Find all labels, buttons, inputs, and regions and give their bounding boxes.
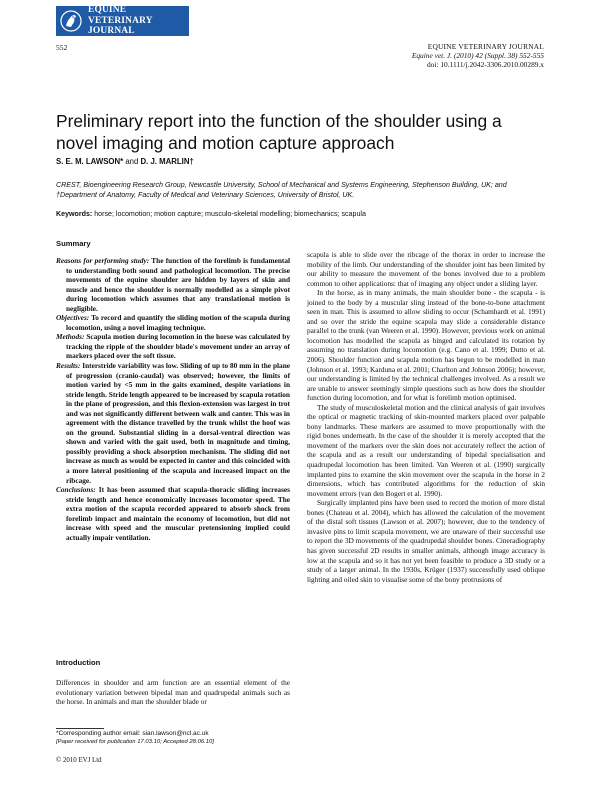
- summary-item: [56, 256, 290, 313]
- summary-label: Results:: [56, 361, 81, 371]
- logo-line2: JOURNAL: [88, 26, 135, 37]
- keywords-list: horse; locomotion; motion capture; musculo-skeletal modelling; biomechanics; scapula: [92, 210, 366, 218]
- summary-label: Methods:: [56, 332, 85, 342]
- summary-item: [56, 361, 290, 485]
- journal-logo: [56, 6, 189, 36]
- journal-meta: [412, 42, 544, 70]
- horse-emblem-icon: [60, 10, 82, 32]
- summary-label: Objectives:: [56, 313, 90, 323]
- received-dates: [Paper received for publication 17.03.10; Accepted 28.06.10]: [56, 739, 214, 746]
- footnote: [56, 730, 214, 747]
- summary-label: Conclusions:: [56, 485, 96, 495]
- summary-item: [56, 485, 290, 542]
- copyright: © 2010 EVJ Ltd: [56, 757, 102, 764]
- body-paragraph-3: The study of musculoskeletal motion and the clinical analysis of gait involves the optical or magnetic tracking of skin-mounted markers placed over palpable bony landmarks. These markers are assumed to move proportionally with the rigid bones underneath. In the case of the shoulder it is merely accepted that the movement of the markers over the skin does not accurately reflect the action of the scapula and as a result our understanding of bipedal specialisation and quadrupedal locomotion has been limited. Van Weeren et al. (1990) surgically implanted pins to examine the skin movement over the scapula in the horse in 2 dimensions, which has contributed algorithms for the reduction of skin movement errors (van den Bogert et al. 1990).: [307, 402, 545, 498]
- author-conjunction: and: [123, 157, 141, 166]
- logo-wordmark: [88, 5, 189, 37]
- summary-text: Scapula motion during locomotion in the horse was calculated by tracking the ripple of the shoulder blade's movement under an array of markers placed over the soft tissue.: [66, 332, 290, 361]
- citation: Equine vet. J. (2010) 42 (Suppl. 38) 552-555: [411, 51, 544, 61]
- summary-text: It has been assumed that scapula-thoracic sliding increases stride length and hence economically increases locomotor speed. The extra motion of the scapula recorded appeared to absorb shock from forelimb impact and maintain the economy of locomotion, but did not increase with speed and the muscular pretensioning implied could actually impair ventilation.: [66, 485, 290, 542]
- summary-item: [56, 332, 290, 361]
- journal-name: EQUINE VETERINARY JOURNAL: [427, 42, 544, 51]
- keywords-label: Keywords:: [56, 210, 93, 218]
- keywords: [56, 210, 546, 218]
- article-title: Preliminary report into the function of the shoulder using a novel imaging and motion capture approach: [56, 111, 502, 153]
- doi: doi: 10.1111/j.2042-3306.2010.00289.x: [426, 60, 544, 70]
- right-column: [307, 250, 545, 584]
- summary-heading: Summary: [56, 239, 91, 248]
- summary-text: To record and quantify the sliding motion of the scapula during locomotion, using a novel imaging technique.: [66, 313, 290, 332]
- correspondence-email: *Corresponding author email: sian.lawson@ncl.ac.uk: [56, 730, 209, 737]
- body-paragraph-4: Surgically implanted pins have been used to record the motion of more distal bones (Chateau et al. 2004), which has allowed the calculation of the movement of the distal soft tissues (Lawson et al. 2007); however, due to the tendency of invasive pins to limit scapula movement, we are unaware of their successful use to report the 3D movements of the quadrupedal shoulder bones. Cineradiography has given successful 2D results in smaller animals, although image accuracy is low at the scapula and so it has not yet been feasible to produce a 3D study or a study of a larger animal. In the 1930s, Krüger (1937) successfully used oblique lighting and oiled skin to visualise some of the bony protrusions of: [307, 498, 545, 584]
- summary-body: [56, 256, 290, 542]
- summary-label: Reasons for performing study:: [56, 256, 150, 265]
- page-number: 552: [56, 43, 68, 52]
- summary-item: [56, 313, 290, 332]
- introduction-heading: Introduction: [56, 658, 101, 667]
- affiliation: CREST, Bioengineering Research Group, Newcastle University, School of Mechanical and Systems Engineering, Stephenson Building, UK; and †Department of Anatomy, Faculty of Medical and Veterinary Sciences, University of Bristol, UK.: [56, 181, 507, 199]
- logo-line1: EQUINE VETERINARY: [88, 5, 153, 26]
- introduction-text: [56, 678, 290, 707]
- author-1: S. E. M. LAWSON*: [56, 157, 124, 166]
- authors: [56, 157, 194, 166]
- body-paragraph-2: In the horse, as in many animals, the main shoulder bone - the scapula - is joined to the body by a muscular sling instead of the bone-to-bone attachment seen in man. This is assumed to allow sliding to occur (Schamhardt et al. 1991) and so over the stride the equine scapula may slide a considerable distance parallel to the trunk (van Weeren et al. 1990). However, previous work on animal locomotion has modelled the scapula as hinged and calculated its rotation by assuming no translation during locomotion (e.g. Cano et al. 1999; Dutto et al. 2006). Shoulder function and scapula motion has begun to be modelled in man (Johnson et al. 1993; Karduna et al. 2001; Charlton and Johnson 2006); however, our understanding is limited by the technical challenges involved. As a result we are unable to answer seemingly simple questions such as how does the shoulder function during locomotion, and for what is forelimb motion optimised.: [307, 288, 545, 403]
- body-paragraph-1: scapula is able to slide over the ribcage of the thorax in order to increase the mobility of the limb. Our understanding of the shoulder joint has been limited by our ability to measure the movement of the bones involved due to a problem common to other applications: that of imaging any object under a sliding layer.: [307, 250, 545, 288]
- summary-text: The function of the forelimb is fundamental to understanding both sound and pathological locomotion. The precise movements of the equine shoulder are hidden by layers of skin and muscle and hence the shoulder is normally modelled as a simple pivot during locomotion which assumes that any translational motion is negligible.: [66, 256, 291, 313]
- author-2: D. J. MARLIN†: [140, 157, 194, 166]
- introduction-paragraph: Differences in shoulder and arm function are an essential element of the evolutionary variation between bipedal man and quadrupedal animals such as the horse. In animals and man the shoulder blade or: [56, 678, 290, 707]
- footnote-divider: [56, 728, 104, 729]
- summary-text: Interstride variability was low. Sliding of up to 80 mm in the plane of progression (cranio-caudal) was observed; however, the limits of motion varied by <5 mm in the gaits examined, despite variations in stride length. Stride length appeared to be increased by scapula rotation in the plane of progression, and this flexion-extension was largest in trot and was not significantly different between walk and canter. This was in agreement with the distance travelled by the trunk whilst the hoof was on the ground. Substantial sliding in a dorsal-ventral direction was shown and varied with the gait used, both in magnitude and timing, possibly providing a shock absorption mechanism. The sliding did not increase as much as would be expected in canter and this coincided with a more lateral positioning of the scapula and increased impact on the ribcage.: [66, 361, 290, 485]
